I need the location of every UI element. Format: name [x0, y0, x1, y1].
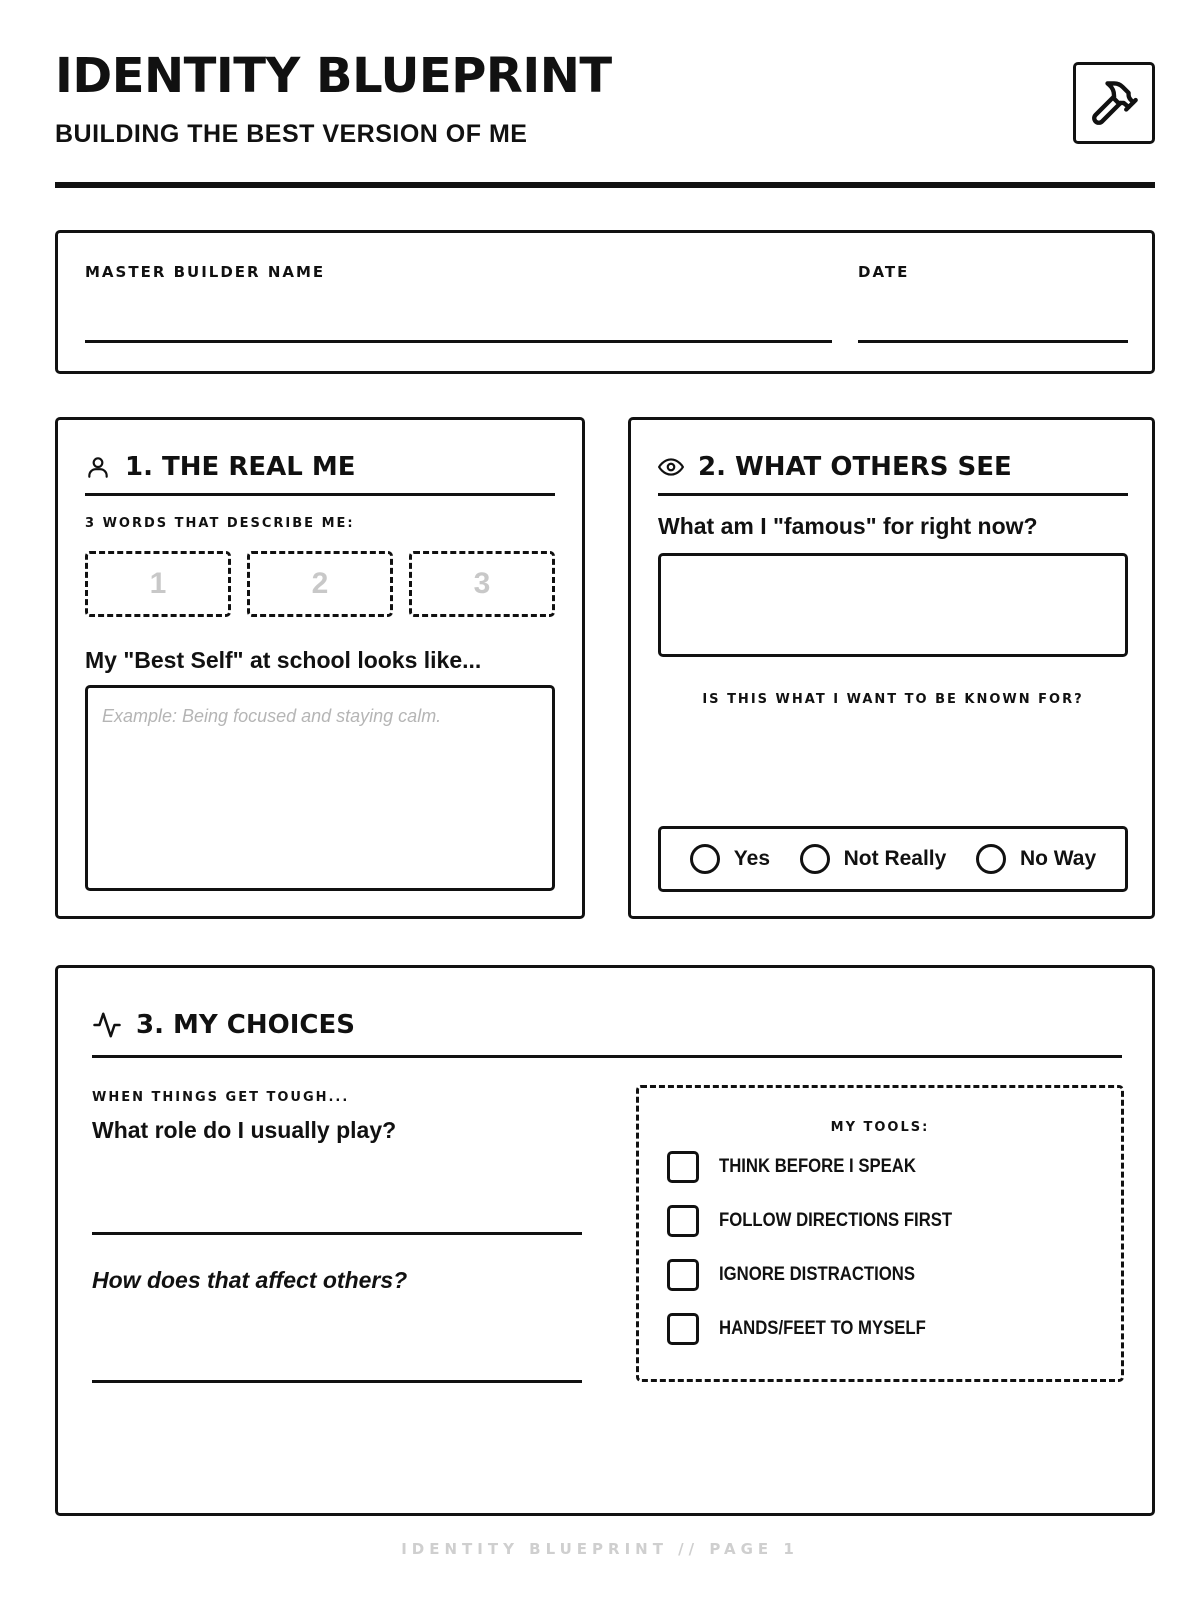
logo-badge [1073, 62, 1155, 144]
checkbox[interactable] [667, 1313, 699, 1345]
page-subtitle: BUILDING THE BEST VERSION OF ME [55, 120, 528, 148]
role-answer-line[interactable] [92, 1232, 582, 1235]
section-title: 3. MY CHOICES [136, 1010, 355, 1040]
header-divider [55, 182, 1155, 188]
tools-label: MY TOOLS: [830, 1120, 930, 1135]
name-field[interactable] [85, 340, 832, 343]
name-label: MASTER BUILDER NAME [85, 263, 326, 281]
word-box-2[interactable]: 2 [247, 551, 393, 617]
tough-label: WHEN THINGS GET TOUGH... [92, 1090, 350, 1105]
word-box-3[interactable]: 3 [409, 551, 555, 617]
section-heading [85, 454, 355, 480]
tools-box [636, 1085, 1124, 1382]
best-self-placeholder: Example: Being focused and staying calm. [102, 706, 442, 726]
tool-item[interactable] [667, 1151, 943, 1183]
tool-label: THINK BEFORE I SPEAK [719, 1156, 916, 1177]
option-label: Not Really [843, 847, 947, 870]
best-self-question: My "Best Self" at school looks like... [85, 647, 482, 673]
tool-item[interactable] [667, 1259, 942, 1291]
pulse-icon [92, 1010, 122, 1040]
person-icon [85, 454, 111, 480]
section-my-choices [55, 965, 1155, 1516]
section-divider [92, 1055, 1122, 1058]
checkbox[interactable] [667, 1151, 699, 1183]
section-what-others-see [628, 417, 1155, 919]
section-heading [658, 454, 1012, 480]
checkbox[interactable] [667, 1259, 699, 1291]
section-title: 2. WHAT OTHERS SEE [698, 452, 1012, 482]
section-title: 1. THE REAL ME [125, 452, 356, 482]
word-box-1[interactable]: 1 [85, 551, 231, 617]
radio-button[interactable] [690, 844, 720, 874]
date-field[interactable] [858, 340, 1128, 343]
affect-question: How does that affect others? [92, 1267, 408, 1293]
tool-label: FOLLOW DIRECTIONS FIRST [719, 1210, 953, 1231]
tool-label: HANDS/FEET TO MYSELF [719, 1318, 926, 1339]
section-divider [658, 493, 1128, 496]
section-real-me [55, 417, 585, 919]
famous-question: What am I "famous" for right now? [658, 513, 1038, 539]
words-label: 3 WORDS THAT DESCRIBE ME: [85, 516, 355, 531]
option-yes[interactable] [690, 844, 770, 874]
tool-item[interactable] [667, 1205, 984, 1237]
option-not-really[interactable] [800, 844, 947, 874]
option-label: No Way [1019, 847, 1097, 870]
section-divider [85, 493, 555, 496]
hammer-icon [1088, 77, 1140, 129]
radio-button[interactable] [800, 844, 830, 874]
radio-button[interactable] [976, 844, 1006, 874]
eye-icon [658, 454, 684, 480]
tool-item[interactable] [667, 1313, 954, 1345]
checkbox[interactable] [667, 1205, 699, 1237]
page-footer: IDENTITY BLUEPRINT // PAGE 1 [401, 1540, 799, 1558]
option-label: Yes [733, 847, 771, 870]
page-title: IDENTITY BLUEPRINT [55, 48, 612, 104]
info-panel [55, 230, 1155, 374]
section-heading [92, 1010, 355, 1040]
famous-answer-box[interactable] [658, 553, 1128, 657]
affect-answer-line[interactable] [92, 1380, 582, 1383]
known-for-label: IS THIS WHAT I WANT TO BE KNOWN FOR? [702, 692, 1084, 707]
tool-label: IGNORE DISTRACTIONS [719, 1264, 916, 1285]
best-self-answer-box[interactable] [85, 685, 555, 891]
option-no-way[interactable] [976, 844, 1096, 874]
role-question: What role do I usually play? [92, 1117, 397, 1143]
known-for-options [658, 826, 1128, 892]
date-label: DATE [858, 263, 910, 281]
